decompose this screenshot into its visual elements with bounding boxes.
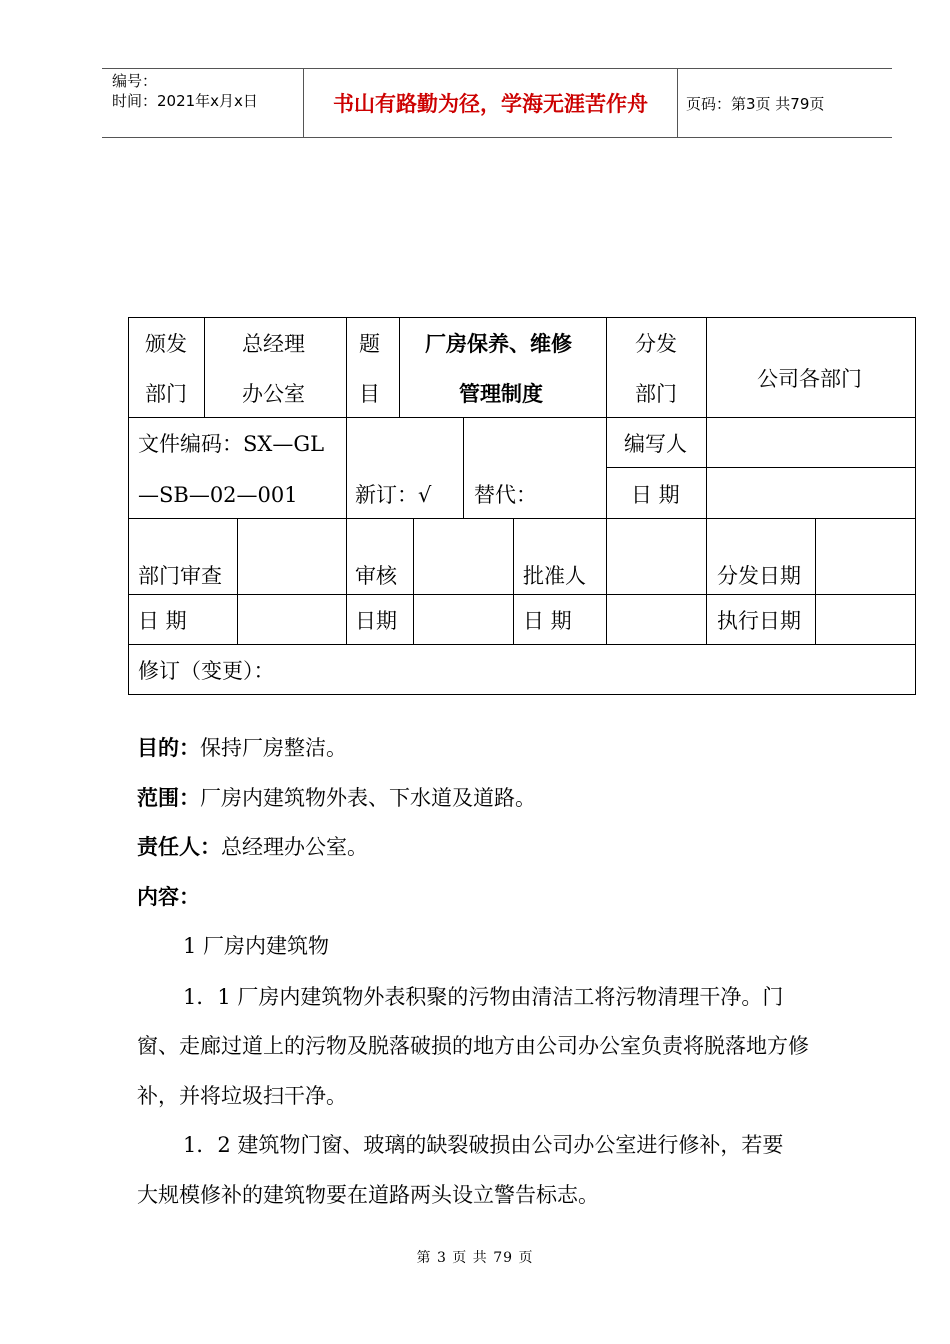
owner-label: 责任人： [137,834,221,859]
content-label: 内容： [137,884,200,909]
header-page-code: 页码：第3页 共79页 [686,94,825,113]
document-header [102,68,892,138]
dept-review-label: 部门审查 [138,564,222,588]
title-label-1: 题 [359,332,380,356]
header-meta [102,69,304,137]
distrib-date-label: 分发日期 [717,564,801,588]
distrib-dept-label-2: 部门 [635,382,677,406]
doc-code-line-1: 文件编码：SX—GL [138,432,325,456]
issuing-dept-label-2: 部门 [145,382,187,406]
approver-label: 批准人 [523,564,586,588]
new-label: 新订：√ [355,483,432,507]
item-1-2-line-1: 1．2 建筑物门窗、玻璃的缺裂破损由公司办公室进行修补，若要 [183,1133,784,1157]
header-motto: 书山有路勤为径，学海无涯苦作舟 [304,69,678,137]
scope-line [137,786,536,810]
document-control-form [128,317,916,695]
scope-label: 范围： [137,785,200,810]
date-label-4: 日 期 [523,609,572,633]
purpose-line [137,736,347,760]
revision-label: 修订（变更）： [138,659,275,683]
time-label: 时间：2021年x月x日 [112,92,258,110]
distrib-dept-value: 公司各部门 [757,367,862,391]
review-label: 审核 [355,564,397,588]
date-label-1: 日 期 [631,483,680,507]
title-value-1: 厂房保养、维修 [425,331,572,356]
doc-code-line-2: —SB—02—001 [138,483,298,507]
replace-label: 替代： [474,483,537,507]
owner-line [137,835,368,859]
date-label-3: 日期 [355,609,397,633]
purpose-text: 保持厂房整洁。 [200,736,347,760]
purpose-label: 目的： [137,735,200,760]
section-1-heading: 1 厂房内建筑物 [183,934,330,958]
writer-label: 编写人 [624,432,687,456]
issuing-dept-value-1: 总经理 [242,332,305,356]
issuing-dept-value-2: 办公室 [242,382,305,406]
page-footer: 第 3 页 共 79 页 [416,1250,534,1266]
item-1-1-line-1: 1．1 厂房内建筑物外表积聚的污物由清洁工将污物清理干净。门 [183,985,784,1009]
date-label-2: 日 期 [138,609,187,633]
distrib-dept-label-1: 分发 [635,332,677,356]
exec-date-label: 执行日期 [717,609,801,633]
item-1-1-line-3: 补，并将垃圾扫干净。 [137,1084,347,1108]
issuing-dept-label-1: 颁发 [145,332,187,356]
number-label: 编号： [112,72,158,90]
title-label-2: 目 [359,382,380,406]
item-1-2-line-2: 大规模修补的建筑物要在道路两头设立警告标志。 [137,1183,599,1207]
scope-text: 厂房内建筑物外表、下水道及道路。 [200,786,536,810]
item-1-1-line-2: 窗、走廊过道上的污物及脱落破损的地方由公司办公室负责将脱落地方修 [137,1034,809,1058]
owner-text: 总经理办公室。 [221,835,368,859]
title-value-2: 管理制度 [459,381,543,406]
